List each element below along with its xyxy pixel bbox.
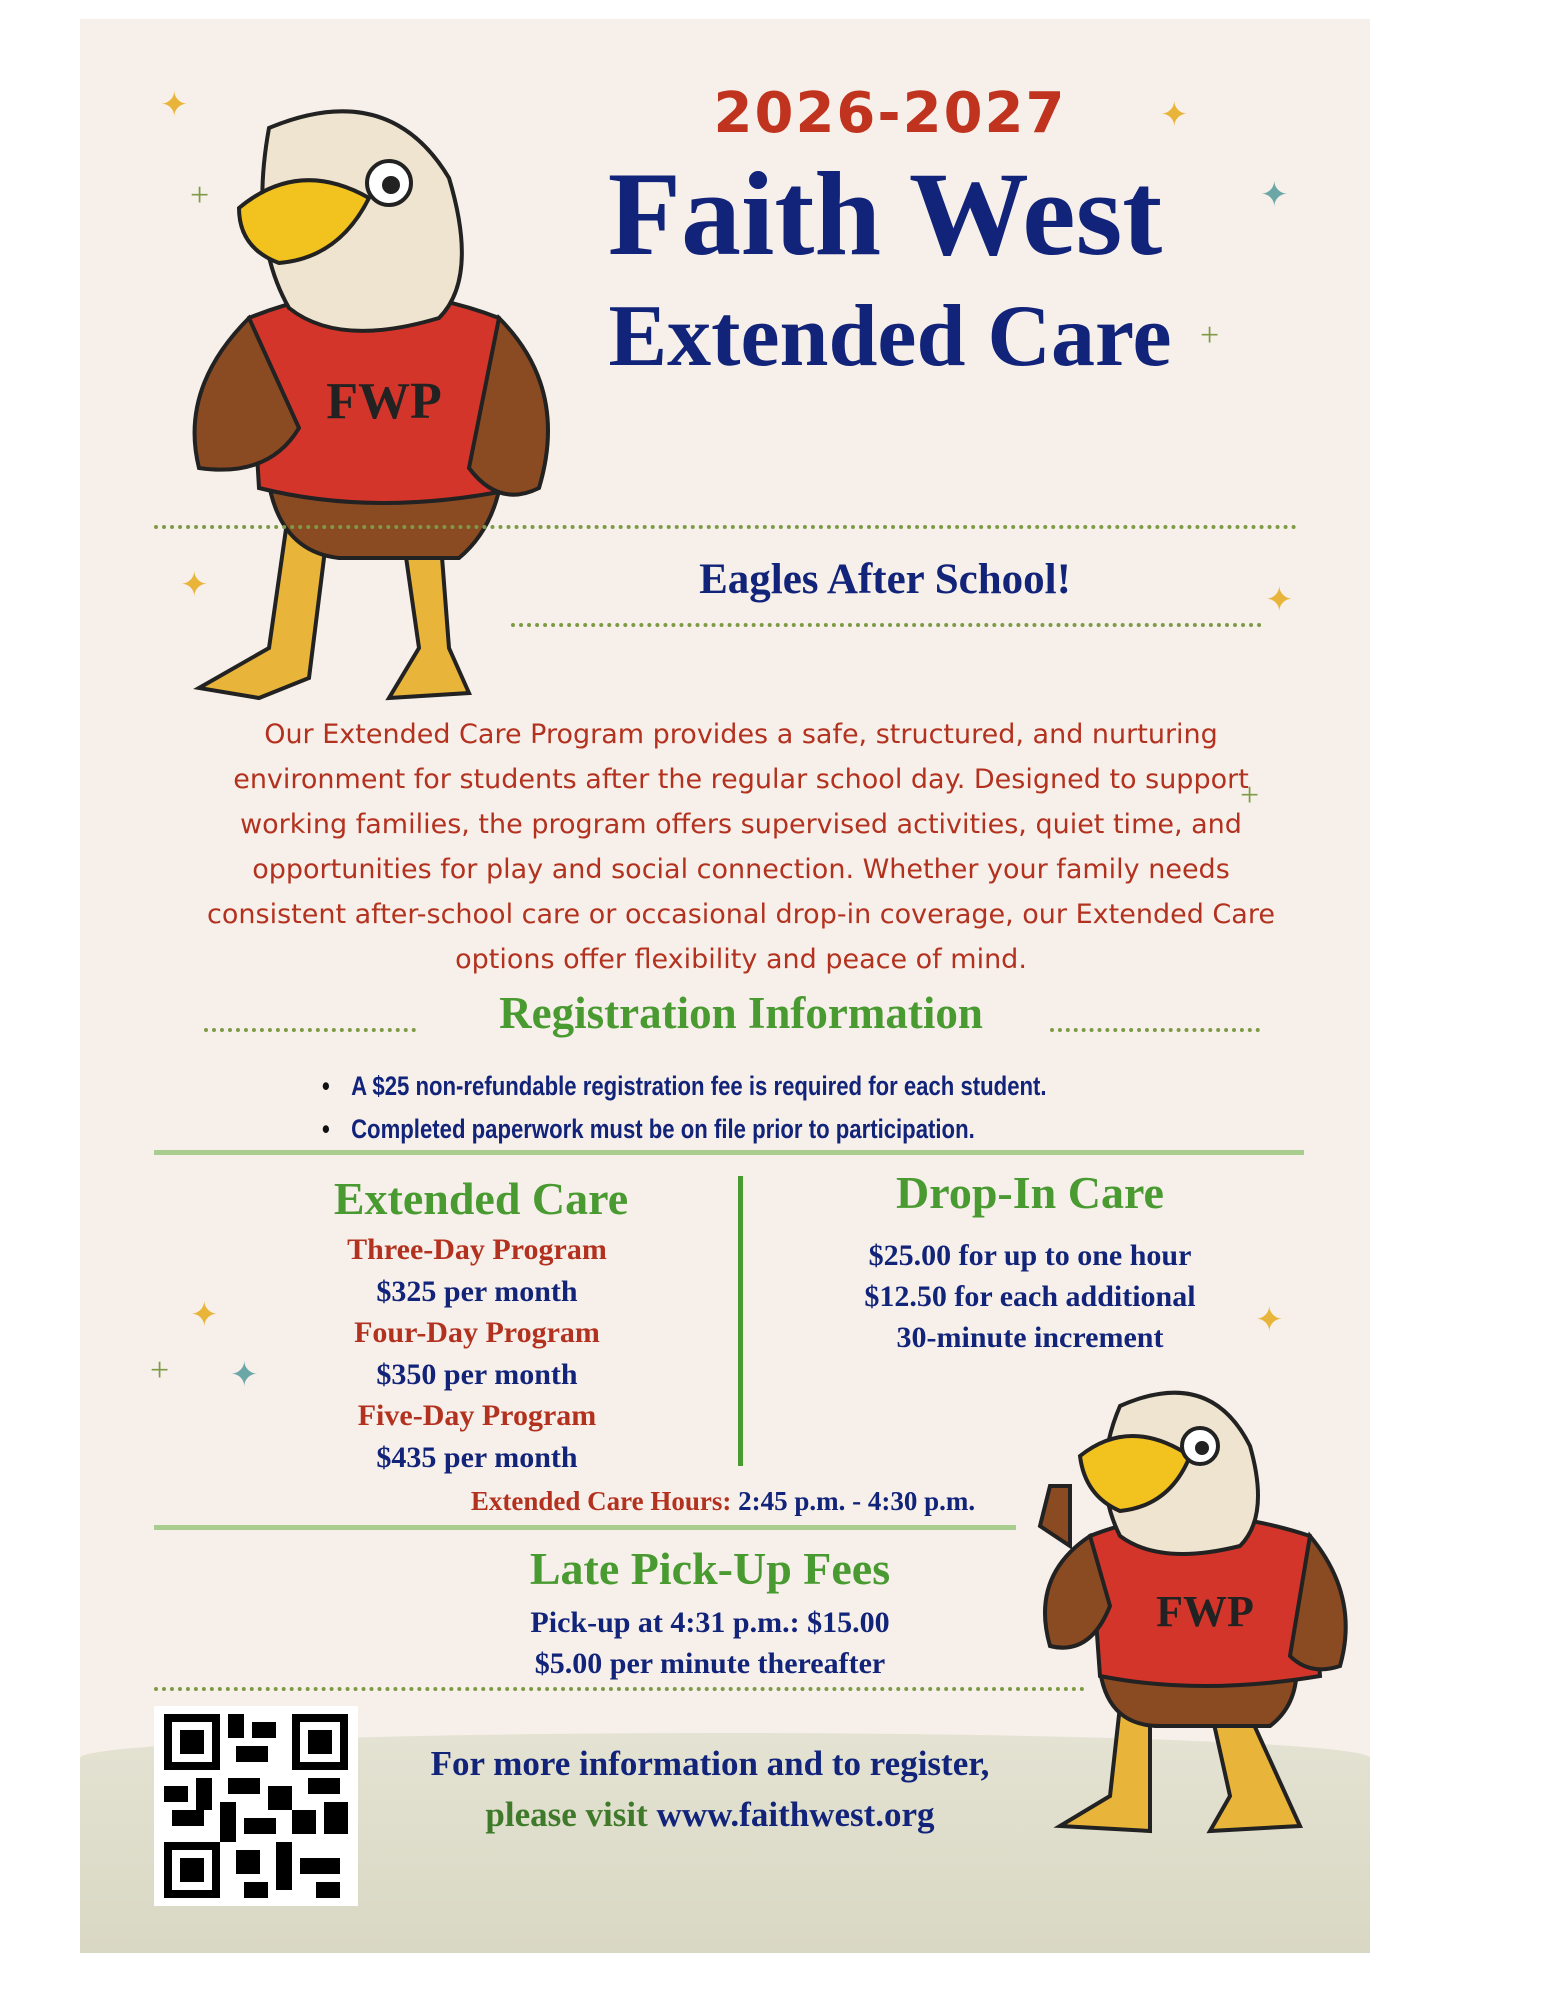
eagle-thumbs-up-illustration (1010, 1376, 1370, 1846)
sparkle-icon: ✦ (160, 87, 189, 124)
drop-in-rate: 30-minute increment (896, 1321, 1164, 1354)
qr-code-icon (154, 1706, 358, 1906)
hours-label: Extended Care Hours: (470, 1486, 732, 1516)
section-heading-eagles: Eagles After School! (699, 556, 1071, 603)
hours (471, 1486, 975, 1517)
sparkle-icon: ✦ (1255, 1302, 1284, 1339)
sparkle-icon: ✦ (1160, 97, 1189, 134)
registration-heading: Registration Information (499, 988, 983, 1038)
green-divider (154, 1525, 1016, 1530)
website-link[interactable]: www.faithwest.org (656, 1795, 935, 1834)
green-divider (154, 1150, 1304, 1155)
school-year: 2026-2027 (713, 81, 1067, 146)
program-price: $435 per month (376, 1440, 578, 1474)
sparkle-icon: ✦ (180, 567, 209, 604)
drop-in-rates (864, 1235, 1195, 1358)
registration-item: • Completed paperwork must be on file prior to participation. (322, 1114, 1047, 1145)
sparkle-icon: + (1200, 317, 1220, 354)
late-fees-heading: Late Pick-Up Fees (529, 1543, 891, 1594)
sparkle-icon: ✦ (190, 1297, 219, 1334)
dotted-divider (1050, 1028, 1260, 1032)
footer-info: For more information and to register, (430, 1744, 990, 1783)
extended-care-heading: Extended Care (333, 1173, 629, 1224)
late-fees-list (530, 1602, 889, 1684)
sparkle-icon: + (190, 177, 210, 214)
program-price: $325 per month (376, 1274, 578, 1308)
dotted-divider (154, 1687, 1085, 1691)
qr-code[interactable] (154, 1706, 358, 1906)
sparkle-icon: + (1240, 777, 1260, 814)
program-name: Four-Day Program (354, 1316, 600, 1349)
program-price: $350 per month (376, 1357, 578, 1391)
intro-paragraph: Our Extended Care Program provides a safe, structured, and nurturing environment for students after the regular school day. Designed to support working families, the program offers supervised activities, quiet time, and opportunities for play and social connection. Whether your family needs consistent after-school care or occasional drop-in coverage, our Extended Care options offer flexibility and peace of mind. (207, 719, 1275, 975)
sparkle-icon: ✦ (1265, 582, 1294, 619)
footer-visit (485, 1795, 934, 1835)
program-name: Three-Day Program (347, 1233, 607, 1266)
footer-visit-prefix: please visit (485, 1795, 648, 1834)
page-title: Faith West (607, 147, 1163, 280)
registration-item: • A $25 non-refundable registration fee is required for each student. (322, 1071, 1047, 1102)
shirt-text: FWP (1156, 1587, 1254, 1636)
column-divider (738, 1176, 743, 1466)
late-fee: Pick-up at 4:31 p.m.: $15.00 (530, 1606, 890, 1639)
eagle-mascot-illustration (139, 88, 614, 713)
hours-value: 2:45 p.m. - 4:30 p.m. (738, 1486, 976, 1516)
page-subtitle: Extended Care (608, 288, 1172, 385)
late-fee: $5.00 per minute thereafter (534, 1647, 886, 1680)
dotted-divider (204, 1028, 416, 1032)
extended-care-programs (347, 1229, 607, 1478)
drop-in-rate: $25.00 for up to one hour (868, 1239, 1192, 1272)
flyer (80, 19, 1370, 1953)
registration-list (322, 1071, 1047, 1157)
drop-in-heading: Drop-In Care (896, 1167, 1164, 1218)
sparkle-icon: + (150, 1352, 170, 1389)
drop-in-rate: $12.50 for each additional (864, 1280, 1196, 1313)
dotted-divider (511, 623, 1262, 627)
sparkle-icon: ✦ (1260, 177, 1289, 214)
program-name: Five-Day Program (357, 1399, 597, 1432)
dotted-divider (154, 525, 1297, 529)
shirt-text: FWP (326, 373, 442, 430)
sparkle-icon: ✦ (230, 1357, 259, 1394)
